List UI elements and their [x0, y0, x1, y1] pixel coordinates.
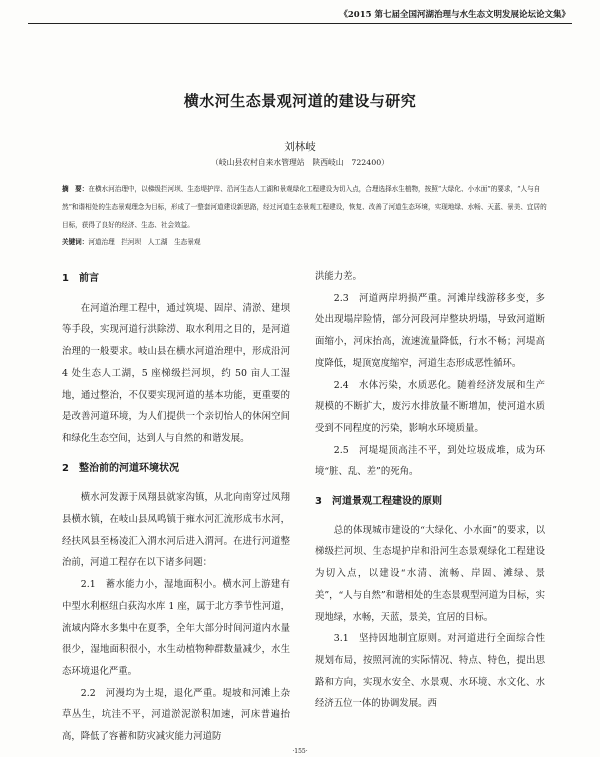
- affiliation: （岐山县农村自来水管理站 陕西岐山 722400）: [211, 158, 389, 167]
- paragraph: 洪能力差。: [315, 271, 362, 282]
- section-heading-3: 3 河道景观工程建设的原则: [315, 496, 442, 508]
- abstract: [62, 180, 550, 234]
- paper-title: 横水河生态景观河道的建设与研究: [183, 92, 417, 110]
- running-head: 《2015 第七届全国河湖治理与水生态文明发展论坛论文集》: [339, 10, 570, 20]
- abstract-text: 在横水河治理中，以梯级拦河坝、生态堤护岸、沿河生态人工湖和景观绿化工程建设为切入点，合理选择水生植物，按照“大绿化、小水面”的要求，“人与自然”和谐相处的生态景观理念为目标，形成了一整套河道建设新思路，经过河道生态景观工程建设，恢复、改善了河道生态环境，实现地绿、水畅、天蓝、景美、宜居的目标，获得了良好的经济、生态、社会效益。: [62, 185, 547, 229]
- paragraph: 在河道治理工程中，通过筑堤、固岸、清淤、建坝等手段，实现河道行洪除涝、取水利用之目的，是河道治理的一般要求。岐山县在横水河道治理中，形成沿河 4 处生态人工湖，5 座梯级拦河坝，约 50 亩人工湿地，通过整治，不仅要实现河道的基本功能，更重要的是改善河道环境，为人们提供一个亲切怡人的休闲空间和绿化生态空间，达到人与自然的和谐发展。: [62, 302, 290, 444]
- left-column: [62, 268, 290, 748]
- section-heading-2: 2 整治前的河道环境状况: [62, 462, 179, 474]
- section-heading-1: 1 前言: [62, 273, 99, 284]
- paragraph: 3.1 坚持因地制宜原则。对河道进行全面综合性规划布局，按照河流的实际情况、特点、特色，提出思路和方向，实现水安全、水景观、水环境、水文化、水经济五位一体的协调发展。西: [315, 633, 545, 710]
- paragraph: 2.4 水体污染，水质恶化。随着经济发展和生产规模的不断扩大，废污水排放量不断增加，使河道水质受到不同程度的污染，影响水环境质量。: [315, 379, 545, 434]
- paragraph: 2.2 河漫均为土堤，退化严重。堤坡和河滩上杂草丛生，坑洼不平，河道淤泥淤积加速，河床普遍抬高，降低了容蓄和防灾减灾能力河道防: [62, 687, 290, 743]
- keywords-label: 关键词：: [62, 238, 89, 246]
- paragraph: 横水河发源于凤翔县就家沟镇，从北向南穿过凤翔县横水镇，在岐山县凤鸣镇于雍水河汇流形成韦水河，经扶风县至杨凌汇入渭水河后进入渭河。在进行河道整治前，河道工程存在以下诸多问题：: [62, 492, 290, 569]
- header-rule: [28, 23, 572, 24]
- author: 刘林岐: [284, 141, 316, 153]
- page-number: ·155·: [292, 748, 308, 755]
- right-column: [315, 266, 545, 715]
- paragraph: 2.1 蓄水能力小，湿地面积小。横水河上游建有中型水利枢纽白荻沟水库 1 座，属于北方季节性河道，流域内降水多集中在夏季，全年大部分时间河道内水量很少，湿地面积很小，水生动植物种群数量减少，水生态环境退化严重。: [62, 579, 290, 677]
- paragraph: 2.5 河堤堤顶高洼不平，到处垃圾成堆，成为环境“脏、乱、差”的死角。: [315, 444, 545, 478]
- paragraph: 总的体现城市建设的“大绿化、小水面”的要求，以梯级拦河坝、生态堤护岸和沿河生态景观绿化工程建设为切入点，以建设“水清、流畅、岸固、滩绿、景美”，“人与自然”和谐相处的生态景观型河道为目标，实现地绿，水畅，天蓝，景美，宜居的目标。: [315, 524, 546, 623]
- keywords-text: 河道治理 拦河坝 人工湖 生态景观: [88, 238, 201, 246]
- paragraph: 2.3 河道两岸坍损严重。河滩岸线游移多变，多处出现塌岸险情，部分河段河岸整块坍塌，导致河道断面缩小，河床抬高，流速流量降低，行水不畅；河堤高度降低，堤顶宽度缩窄，河道生态形成恶性循环。: [315, 292, 545, 369]
- abstract-label: 摘 要：: [62, 185, 89, 193]
- keywords: [62, 236, 550, 246]
